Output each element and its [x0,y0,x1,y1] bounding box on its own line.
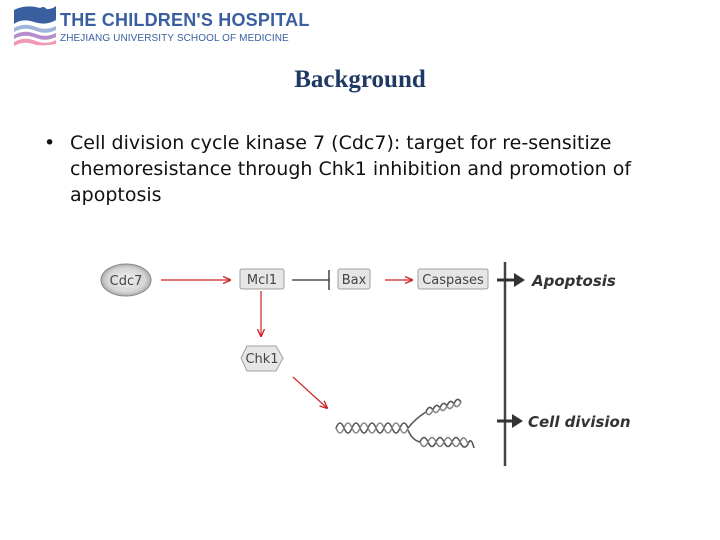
node-chk1 [241,346,283,371]
node-caspases [418,269,488,289]
node-mcl1-label: Mcl1 [246,273,278,288]
node-cdc7 [101,264,151,296]
node-bax-label: Bax [341,273,367,288]
outcome-cell-division-label: Cell division [528,413,631,431]
node-caspases-label: Caspases [422,273,484,288]
slide-title: Background [294,66,426,93]
arrow-to-apoptosis [497,273,525,287]
node-bax [338,269,370,289]
logo-subtitle: ZHEJIANG UNIVERSITY SCHOOL OF MEDICINE [60,33,289,44]
inhibit-mcl1-bax [292,270,329,290]
node-chk1-label: Chk1 [245,352,279,367]
outcome-apoptosis-label: Apoptosis [532,272,616,290]
logo-title: THE CHILDREN'S HOSPITAL [60,10,310,30]
arrow-chk1-chromatin [293,377,327,408]
node-mcl1 [240,269,284,289]
arrow-to-cell-division [497,414,523,428]
chromatin-dna-icon [336,399,474,448]
node-cdc7-label: Cdc7 [109,274,143,289]
bullet-symbol: • [44,132,56,154]
bullet-text: Cell division cycle kinase 7 (Cdc7): target for re-sensitize chemoresistance through Chk1 inhibition and promotion of apoptosis [70,132,632,206]
